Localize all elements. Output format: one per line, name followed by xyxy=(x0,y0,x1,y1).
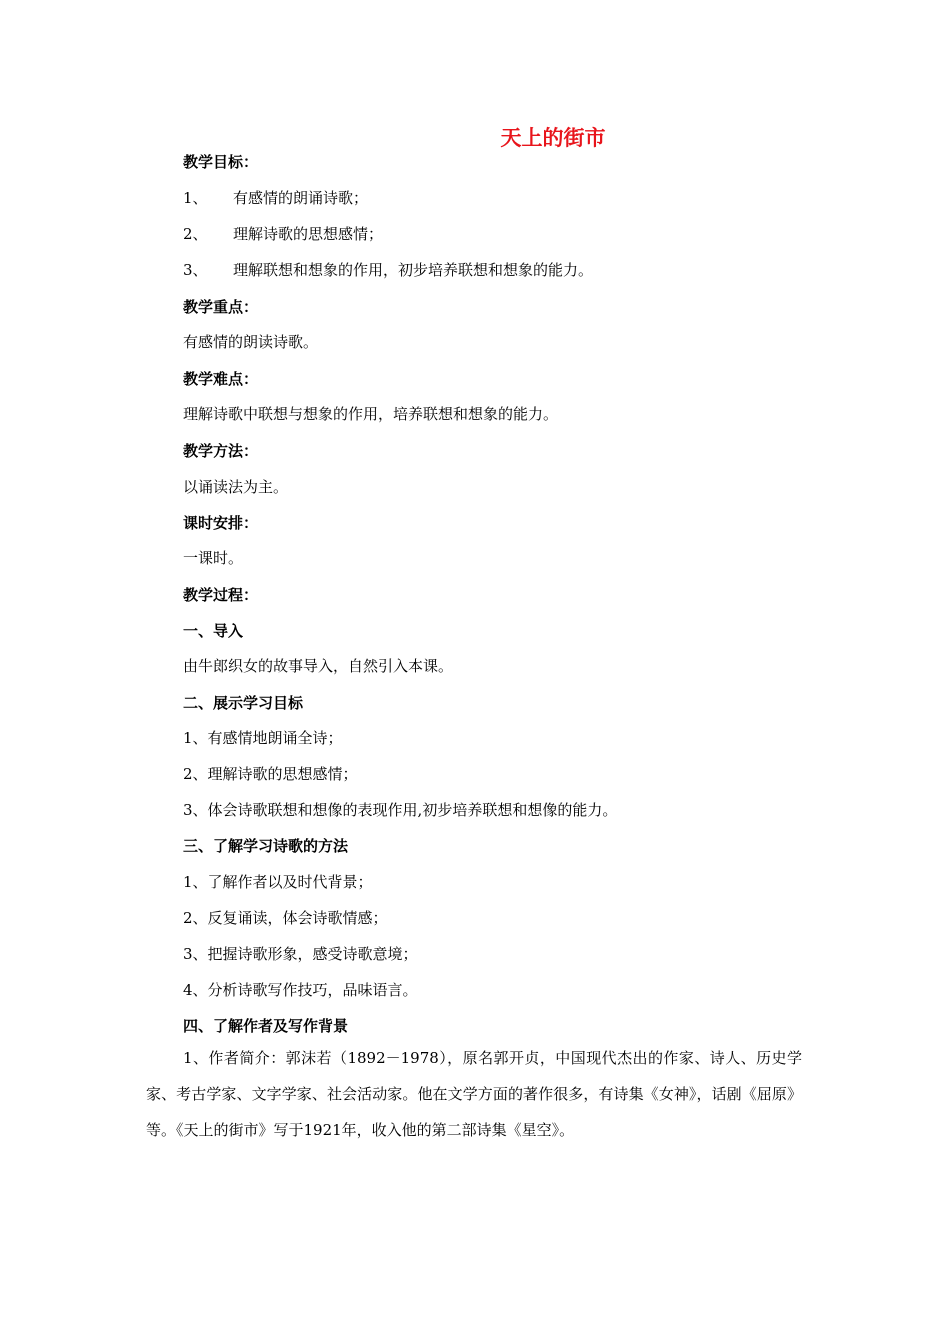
section-line: 3、体会诗歌联想和想像的表现作用,初步培养联想和想像的能力。 xyxy=(183,801,618,819)
schedule-heading: 课时安排： xyxy=(183,514,259,532)
objective-text: 有感情的朗诵诗歌； xyxy=(233,189,369,207)
section-heading: 四、了解作者及写作背景 xyxy=(183,1017,349,1035)
objective-number: 1、 xyxy=(183,189,208,207)
objective-text: 理解诗歌的思想感情； xyxy=(233,225,384,243)
schedule-text: 一课时。 xyxy=(183,549,244,567)
section-line: 4、分析诗歌写作技巧，品味语言。 xyxy=(183,981,418,999)
method-text: 以诵读法为主。 xyxy=(183,478,289,496)
objective-text: 理解联想和想象的作用，初步培养联想和想象的能力。 xyxy=(233,261,594,279)
key-point-text: 有感情的朗读诗歌。 xyxy=(183,333,319,351)
objective-number: 3、 xyxy=(183,261,208,279)
section-line: 由牛郎织女的故事导入，自然引入本课。 xyxy=(183,657,454,675)
objective-item xyxy=(183,187,368,209)
section-line: 2、反复诵读，体会诗歌情感； xyxy=(183,909,388,927)
difficulty-text: 理解诗歌中联想与想象的作用，培养联想和想象的能力。 xyxy=(183,405,559,423)
key-point-heading: 教学重点： xyxy=(183,298,259,316)
objectives-heading: 教学目标： xyxy=(183,153,259,171)
section-line: 2、理解诗歌的思想感情； xyxy=(183,765,358,783)
section-line: 1、了解作者以及时代背景； xyxy=(183,873,373,891)
difficulty-heading: 教学难点： xyxy=(183,370,259,388)
author-paragraph: 1、作者简介：郭沫若（1892－1978），原名郭开贞，中国现代杰出的作家、诗人、历史学家、考古学家、文字学家、社会活动家。他在文学方面的著作很多，有诗集《女神》，话剧《屈原》等。《天上的街市》写于1921年，收入他的第二部诗集《星空》。 xyxy=(146,1049,802,1139)
section-heading: 二、展示学习目标 xyxy=(183,694,304,712)
objective-number: 2、 xyxy=(183,225,208,243)
objective-item xyxy=(183,259,593,281)
section-heading: 一、导入 xyxy=(183,622,244,640)
section-line: 1、有感情地朗诵全诗； xyxy=(183,729,343,747)
document-title: 天上的街市 xyxy=(500,126,606,150)
method-heading: 教学方法： xyxy=(183,442,259,460)
section-line: 3、把握诗歌形象，感受诗歌意境； xyxy=(183,945,418,963)
section-heading: 三、了解学习诗歌的方法 xyxy=(183,837,349,855)
objective-item xyxy=(183,223,383,245)
process-heading: 教学过程： xyxy=(183,586,259,604)
